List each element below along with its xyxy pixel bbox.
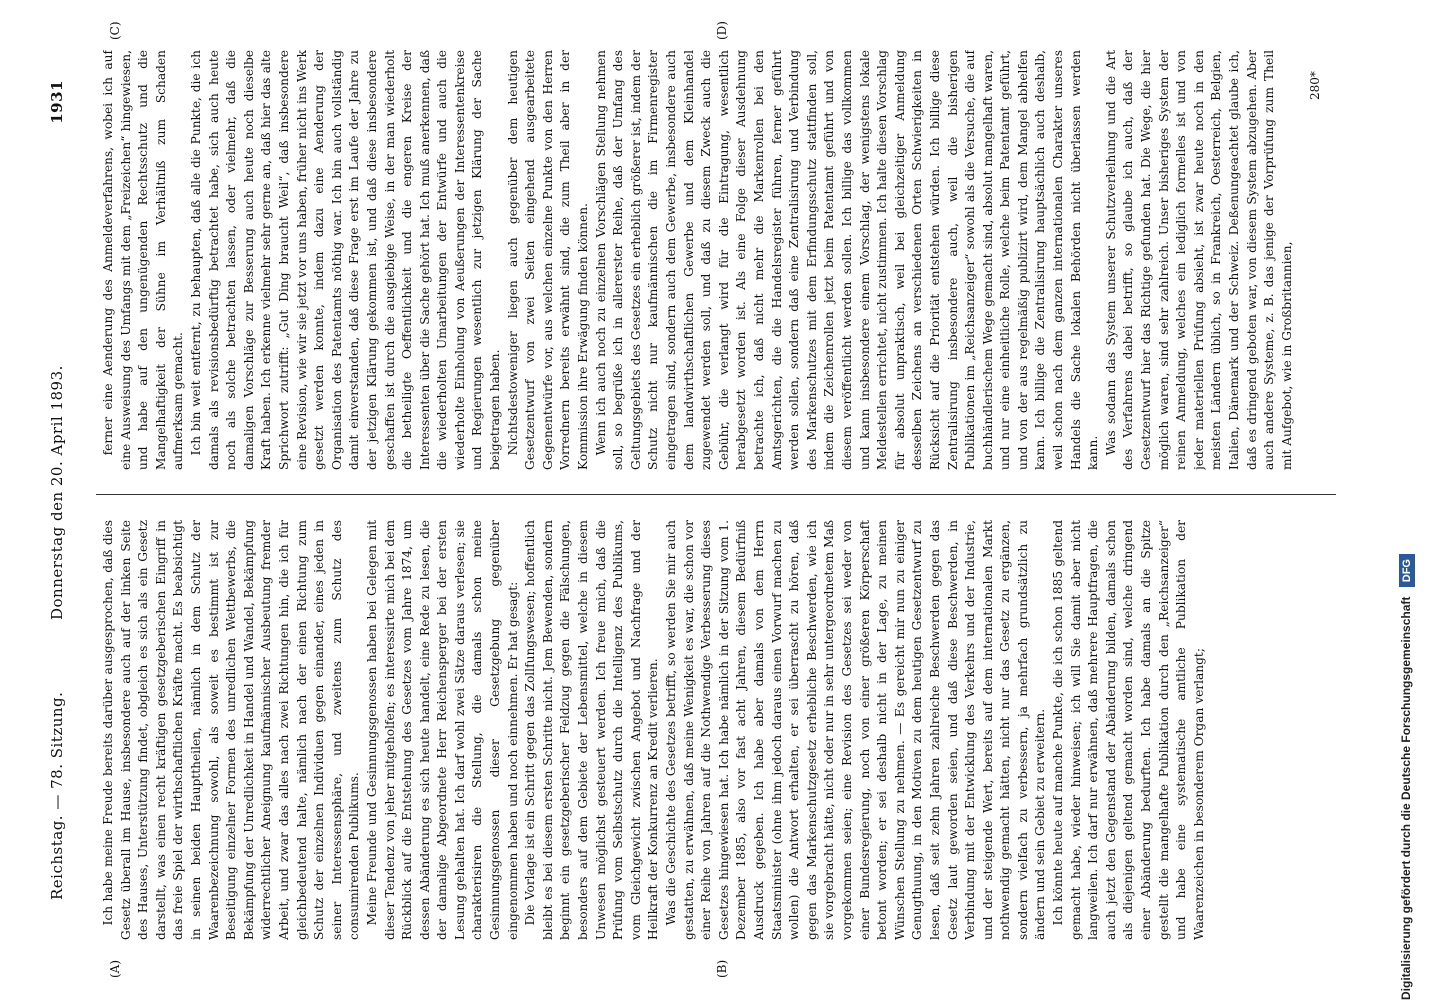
margin-mark-b: (B) [715,959,729,978]
paragraph: Ich bin weit entfernt, zu behaupten, daß alle die Punkte, die ich damals als revisionsbedürftig betrachtet habe, sich auch heute noch als solche betrachten lassen, oder vielmehr, daß die damaligen Vorschläge zur Besserung auch heute noch dieselbe Kraft haben. Ich erkenne vielmehr sehr gerne an, daß hier das alte Sprichwort zutrifft: „Gut Ding braucht Weil“, daß insbesondere eine Revision, wie wir sie jetzt vor uns haben, früher nicht ins Werk gesetzt werden konnte, indem dazu eine Aenderung der Organisation des Patentamts nöthig war. Ich bin auch vollständig damit einverstanden, daß diese Frage erst im Laufe der Jahre zu der jetzigen Klärung gekommen ist, und daß diese insbesondere geschaffen ist durch die ausgiebige Weise, in der man wiederholt die betheiligte Oeffentlichkeit und die engeren Kreise der Interessenten über die Sache gehört hat. Ich muß anerkennen, daß die wiederholten Umarbeitungen der Entwürfe und auch die wiederholte Einholung von Aeußerungen der Interessentenkreise und Regierungen wesentlich zur jetzigen Klärung der Sache beigetragen haben. [188,50,503,470]
dfg-credit-text: Digitalisierung gefördert durch die Deutsche Forschungsgemeinschaft [1399,596,1413,1000]
paragraph: Nichtsdestoweniger liegen auch gegenüber dem heutigen Gesetzentwurf von zwei Seiten eingehend ausgearbeitete Gegenentwürfe vor, aus welchen einzelne Punkte von den Herren Vorrednern bereits erwähnt sind, die zum Theil aber in der Kommission ihre Erwägung finden können. [505,50,591,470]
header-left: Reichstag. — 78. Sitzung. [48,691,66,900]
paragraph: Wenn ich auch noch zu einzelnen Vorschlägen Stellung nehmen soll, so begrüße ich in allererster Reihe, daß der Umfang des Geltungsgebiets des Gesetzes ein erheblich größerer ist, indem der Schutz nicht nur kaufmännischen die im Firmenregister eingetragen sind, sondern auch dem Gewerbe, insbesondere auch dem landwirthschaftlichen Gewerbe und dem Kleinhandel zugewendet werden soll, und daß zu diesem Zweck auch die Gebühr, die verlangt wird für die Eintragung, wesentlich herabgesetzt worden ist. Als eine Folge dieser Ausdehnung betrachte ich, daß nicht mehr die Markenrollen bei den Amtsgerichten, die die Handelsregister führen, ferner geführt werden sollen, sondern daß eine Zentralisirung und Verbindung des Markenschutzes mit dem Erfindungsschutz stattfinden soll, indem die Zeichenrollen jetzt beim Patentamt geführt und von diesem veröffentlicht werden sollen. Ich billige das vollkommen und kann insbesondere einem Vorschlag, der wenigstens lokale Meldestellen errichtet, nicht zustimmen. Ich halte diesen Vorschlag für absolut unpraktisch, weil bei gleichzeitiger Anmeldung desselben Zeichens an verschiedenen Orten Schwierigkeiten in Rücksicht auf die Priorität entstehen würden. Ich billige diese Zentralisirung insbesondere auch, weil die bisherigen Publikationen im „Reichsanzeiger“ sowohl als die Versuche, die auf buchhändlerischem Wege gemacht sind, absolut mangelhaft waren, und nur eine einheitliche Rolle, welche beim Patentamt geführt, und von der aus regelmäßig publizirt wird, dem Mangel abhelfen kann. Ich billige die Zentralisirung hauptsächlich auch deshalb, weil schon nach dem ganzen internationalen Charakter unseres Handels die Sache lokalen Behörden nicht überlassen werden kann. [593,50,1101,470]
margin-mark-d: (D) [715,21,729,40]
margin-mark-c: (C) [108,21,122,40]
paragraph: Was die Geschichte des Gesetzes betrifft, so werden Sie mir auch gestatten, zu erwähnen, daß meine Wenigkeit es war, die schon vor einer Reihe von Jahren auf die Nothwendige Verbesserung dieses Gesetzes hingewiesen hat. Ich habe nämlich in der Sitzung vom 1. Dezember 1885, also vor fast acht Jahren, diesem Bedürfniß Ausdruck gegeben. Ich habe aber damals von dem Herrn Staatsminister (ohne ihm jedoch daraus einen Vorwurf machen zu wollen) die Antwort erhalten, er sei überrascht zu hören, daß gegen das Markenschutzgesetz erhebliche Beschwerden, wie ich sie vorgebracht hätte, nicht oder nur in sehr untergeordnetem Maß vorgekommen seien; eine Revision des Gesetzes sei weder von einer Bundesregierung, noch von einer größeren Körperschaft betont worden; er sei deshalb nicht in der Lage, zu meinen Wünschen Stellung zu nehmen. — Es gereicht mir nun zu einiger Genugthuung, in den Motiven zu dem heutigen Gesetzentwurf zu lesen, daß seit zehn Jahren zahlreiche Beschwerden gegen das Gesetz laut geworden seien, und daß diese Beschwerden, in Verbindung mit der Entwicklung des Verkehrs und der Industrie, und der steigende Wert, bereits auf dem internationalen Markt nothwendig gemacht hätten, nicht nur das Gesetz zu ergänzen, sondern vielfach zu verbessern, ja mehrfach grundsätzlich zu ändern und sein Gebiet zu erweitern. [664,520,1048,940]
column-divider [96,494,1336,495]
page-number: 1931 [48,80,66,124]
paragraph: Meine Freunde und Gesinnungsgenossen haben bei Gelegen mit dieser Tendenz von jeher mitgeholfen; es interessirte mich bei dem Rückblick auf die Entstehung des Gesetzes vom Jahre 1874, um dessen Abänderung es sich heute handelt, eine Rede zu lesen, die der damalige Abgeordnete Herr Reichensperger bei der ersten Lesung gehalten hat. Ich darf wohl zwei Sätze daraus verlesen; sie charakterisiren die Stellung, die damals schon meine Gesinnungsgenossen dieser Gesetzgebung gegenüber eingenommen haben und noch einnehmen. Er hat gesagt: [364,520,520,940]
paragraph: Ich habe meine Freude bereits darüber ausgesprochen, daß dies Gesetz überall im Hause, insbesondere auch auf der linken Seite des Hauses, Unterstützung findet, obgleich es sich als ein Gesetz darstellt, was einen recht kräftigen gesetzgeberischen Eingriff in das freie Spiel der wirthschaftlichen Kräfte macht. Es beabsichtigt in seinen beiden Haupttheilen, nämlich in dem Schutz der Waarenbezeichnung sowohl, als soweit es bestimmt ist zur Beseitigung einzelner Formen des unredlichen Wettbewerbs, die Bekämpfung der Unredlichkeit in Handel und Wandel, Bekämpfung widerrechtlicher Aneignung kaufmännischer Ausbeutung fremder Arbeit, und zwar das alles nach zwei Richtungen hin, die ich für gleichbedeutend halte, nämlich nach der einen Richtung zum Schutz der einzelnen Individuen gegen einander, eines jeden in seiner Interessensphäre, und zweitens zum Schutz des consumirenden Publikums. [101,520,362,940]
margin-mark-a: (A) [108,959,122,978]
page-header [48,40,70,960]
paragraph: Was sodann das System unserer Schutzverleihung und die Art des Verfahrens dabei betrifft, so glaube ich auch, daß der Gesetzentwurf hier das Richtige gefunden hat. Die Wege, die hier möglich waren, sind sehr zahlreich. Unser bisheriges System der reinen Anmeldung, welches ein lediglich formelles ist und von jeder materiellen Prüfung absieht, ist zwar heute noch in den meisten Ländern üblich, so in Frankreich, Oesterreich, Belgien, Italien, Dänemark und der Schweiz. Deßenungeachtet glaube ich, daß es dringend geboten war, von diesem System abzugehen. Aber auch andere Systeme, z. B. das jenige der Vorprüfung zum Theil mit Aufgebot, wie in Großbritannien, [1103,50,1294,470]
paragraph: Die Vorlage ist ein Schritt gegen das Zollfungswesen; hoffentlich bleibt es bei diesem ersten Schritte nicht. Jem Bewenden, sondern beginnt ein gesetzgeberischer Feldzug gegen die Fälschungen, besonders auf dem Gebiete der Lebensmittel, welche in diesem Unwesen möglichst gesteuert werden. Ich freue mich, daß die Prüfung vom Selbstschutz durch die Intelligenz des Publikums, vom Gleichgewicht zwischen Angebot und Nachfrage und der Heilkraft der Konkurrenz an Kredit verlieren. [523,520,661,940]
header-date: Donnerstag den 20. April 1893. [48,365,66,620]
left-column [100,520,1330,940]
dfg-sidebar [1386,0,1426,1000]
paragraph: ferner eine Aenderung des Anmeldeverfahrens, wobei ich auf eine Ausweisung des Umfangs mit dem „Freizeichen“ hingewiesen, und habe auf den ungenügenden Rechtsschutz und die Mangelhaftigkeit der Sühne im Verhältniß zum Schaden aufmerksam gemacht. [101,50,186,470]
dfg-logo: DFG [1399,554,1415,587]
paragraph: Ich könnte heute auf manche Punkte, die ich schon 1885 geltend gemacht habe, wieder hinweisen; ich will Sie damit aber nicht langweilen. Ich darf nur erwähnen, daß mehrere Hauptfragen, die auch jetzt den Gegenstand der Abänderung bilden, damals schon als diejenigen geltend gemacht worden sind, welche dringend einer Abänderung bedurften. Ich habe damals an die Spitze gestellt die mangelhafte Publikation durch den „Reichsanzeiger“ und habe eine systematische amtliche Publikation der Waarenzeichen in besonderem Organ verlangt; [1051,520,1206,940]
signature-mark: 280* [1308,71,1322,100]
right-column [100,50,1330,470]
